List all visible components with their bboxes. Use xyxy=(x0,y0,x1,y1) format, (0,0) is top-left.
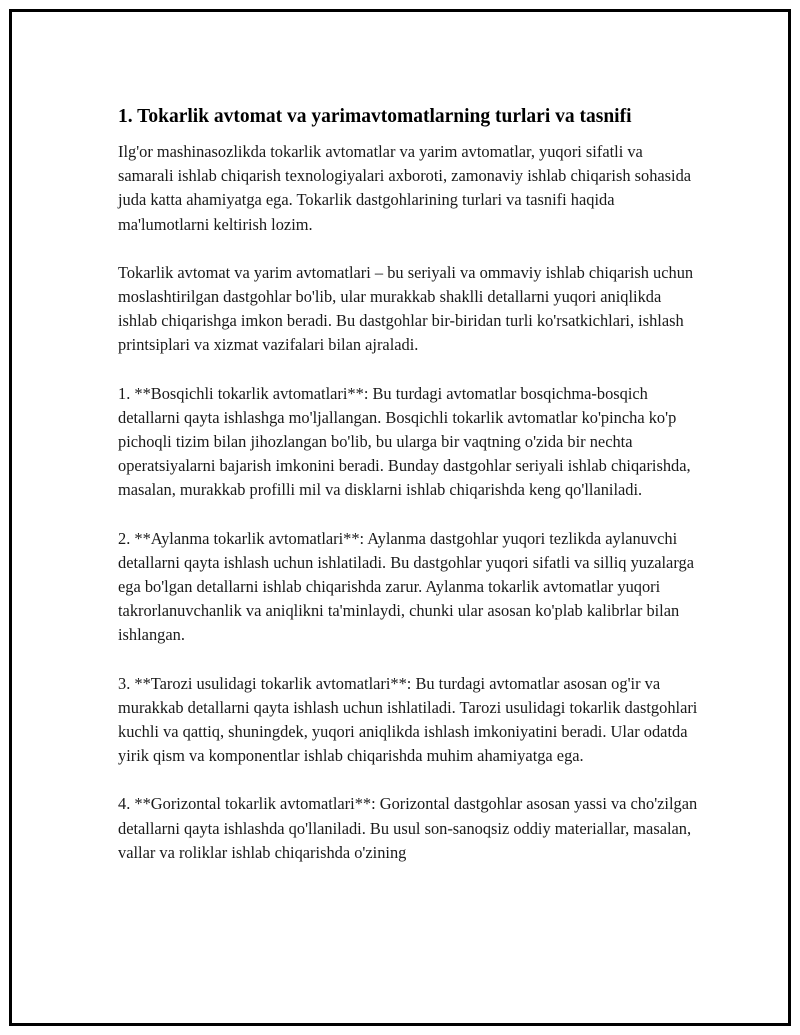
paragraph-intro: Ilg'or mashinasozlikda tokarlik avtomatlar va yarim avtomatlar, yuqori sifatli va samarali ishlab chiqarish texnologiyalari axboroti, zamonaviy ishlab chiqarish sohasida juda katta ahamiyatga ega. Tokarlik dastgohlarining turlari va tasnifi haqida ma'lumotlarni keltirish lozim. xyxy=(118,142,692,234)
document-title: 1. Tokarlik avtomat va yarimavtomatlarning turlari va tasnifi xyxy=(118,106,632,127)
paragraph-definition: Tokarlik avtomat va yarim avtomatlari – bu seriyali va ommaviy ishlab chiqarish uchun moslashtirilgan dastgohlar bo'lib, ular murakkab shaklli detallarni yuqori aniqlikda ishlab chiqarishga imkon beradi. Bu dastgohlar bir-biridan turli ko'rsatkichlari, ishlash printsiplari va xizmat vazifalari bilan ajraladi. xyxy=(118,262,694,355)
paragraph-item-3: 3. **Tarozi usulidagi tokarlik avtomatlari**: Bu turdagi avtomatlar asosan og'ir va murakkab detallarni qayta ishlash uchun ishlatiladi. Tarozi usulidagi tokarlik dastgohlari kuchli va qattiq, shuningdek, yuqori aniqlikda ishlash imkoniyatini beradi. Ular odatda yirik qism va komponentlar ishlab chiqarishda muhim ahamiyatga ega. xyxy=(118,673,698,766)
paragraph-item-1: 1. **Bosqichli tokarlik avtomatlari**: Bu turdagi avtomatlar bosqichma-bosqich detallarni qayta ishlashga mo'ljallangan. Bosqichli tokarlik avtomatlar ko'pincha ko'p pichoqli tizim bilan jihozlangan bo'lib, bu ularga bir vaqtning o'zida bir nechta operatsiyalarni bajarish imkonini beradi. Bunday dastgohlar seriyali ishlab chiqarishda, masalan, murakkab profilli mil va disklarni ishlab chiqarishda keng qo'llaniladi. xyxy=(118,383,691,500)
paragraph-item-2: 2. **Aylanma tokarlik avtomatlari**: Aylanma dastgohlar yuqori tezlikda aylanuvchi detallarni qayta ishlash uchun ishlatiladi. Bu dastgohlar yuqori sifatli va silliq yuzalarga ega bo'lgan detallarni ishlab chiqarishda zarur. Aylanma tokarlik avtomatlar yuqori takrorlanuvchanlik va aniqlikni ta'minlaydi, chunki ular asosan ko'plab kalibrlar bilan ishlangan. xyxy=(118,528,694,645)
page-frame xyxy=(9,9,791,1026)
document-body xyxy=(118,104,698,889)
paragraph-item-4: 4. **Gorizontal tokarlik avtomatlari**: Gorizontal dastgohlar asosan yassi va cho'zilgan detallarni qayta ishlashda qo'llaniladi. Bu usul son-sanoqsiz oddiy materiallar, masalan, vallar va roliklar ishlab chiqarishda o'zining xyxy=(118,794,698,862)
